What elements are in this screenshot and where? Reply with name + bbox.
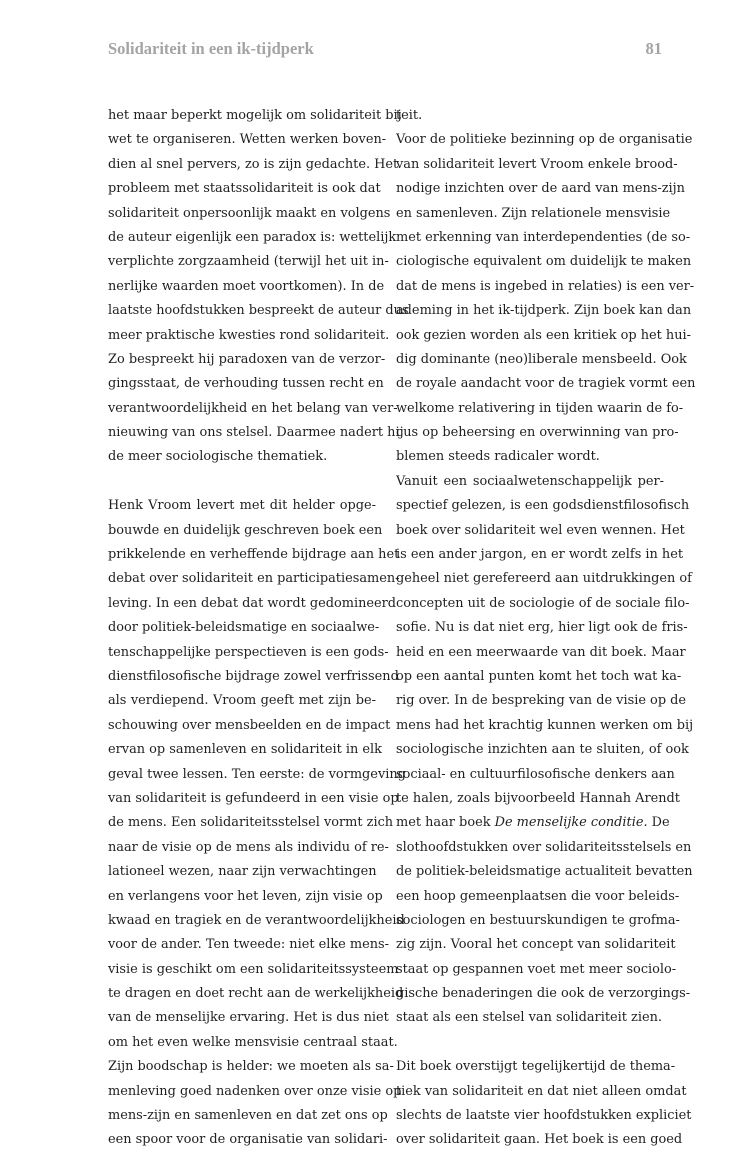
text-line: als verdiepend. Vroom geeft met zijn be- (108, 693, 376, 709)
text-line: nodige inzichten over de aard van mens-zijn (396, 181, 685, 197)
text-line: is een ander jargon, en er wordt zelfs in het (396, 547, 684, 563)
text-line: wet te organiseren. Wetten werken boven- (108, 132, 387, 148)
text-line: met erkenning van interdependenties (de so- (396, 229, 691, 245)
text-line: rig over. In de bespreking van de visie op de (396, 693, 687, 709)
text-line: schouwing over mensbeelden en de impact (108, 717, 391, 733)
paragraph-gap (396, 1031, 664, 1055)
paragraph (396, 1055, 692, 1153)
text-line: Zijn boodschap is helder: we moeten als sa- (108, 1059, 394, 1075)
text-line: op een aantal punten komt het toch wat ka- (396, 668, 682, 684)
text-line: laatste hoofdstukken bespreekt de auteur dus (108, 303, 409, 319)
text-line: slechts de laatste vier hoofdstukken expliciet (396, 1108, 692, 1124)
text-line: en samenleven. Zijn relationele mensvisie (396, 205, 671, 221)
text-line: lationeel wezen, naar zijn verwachtingen (108, 864, 377, 880)
text-line: geheel niet gerefereerd aan uitdrukkingen of (396, 571, 692, 587)
text-line: tiek van solidariteit en dat niet alleen omdat (396, 1083, 687, 1099)
right-column (396, 104, 696, 1153)
text-line: sofie. Nu is dat niet erg, hier ligt ook de fris- (396, 620, 688, 636)
text-line: dat de mens is ingebed in relaties) is een ver- (396, 278, 695, 294)
text-line: de mens. Een solidariteitsstelsel vormt zich (108, 815, 394, 831)
text-line: probleem met staatssolidariteit is ook dat (108, 181, 381, 197)
text-line: staat op gespannen voet met meer sociolo- (396, 961, 677, 977)
text-line: ervan op samenleven en solidariteit in elk (108, 742, 382, 758)
text-line: door politiek-beleidsmatige en sociaalwe- (108, 620, 380, 636)
paragraph (396, 104, 664, 128)
text-line: slothoofdstukken over solidariteitsstelsels en (396, 839, 692, 855)
text-line: mens had het krachtig kunnen werken om bij (396, 717, 694, 733)
paragraph (108, 104, 409, 470)
text-line: staat als een stelsel van solidariteit zien. (396, 1010, 662, 1026)
text-line: ciologische equivalent om duidelijk te maken (396, 254, 692, 270)
text-line: Voor de politieke bezinning op de organisatie (396, 132, 693, 148)
text-line: kwaad en tragiek en de verantwoordelijkheid (108, 912, 405, 928)
text-line: solidariteit onpersoonlijk maakt en volgens (108, 205, 391, 221)
text-line: Dit boek overstijgt tegelijkertijd de thema- (396, 1059, 676, 1075)
page-number: 81 (645, 39, 662, 58)
text-line: mens-zijn en samenleven en dat zet ons op (108, 1108, 388, 1124)
text-line: geval twee lessen. Ten eerste: de vormgeving (108, 766, 406, 782)
paragraph (396, 128, 696, 469)
left-column (108, 104, 409, 1153)
text-line: dig dominante (neo)liberale mensbeeld. Ook (396, 351, 687, 367)
text-line: teit. (396, 108, 423, 123)
text-line: Vanuit een sociaalwetenschappelijk per- (396, 473, 664, 489)
text-line: tenschappelijke perspectieven is een gods- (108, 644, 389, 660)
text-line: heid en een meerwaarde van dit boek. Maar (396, 644, 686, 660)
text-line: de auteur eigenlijk een paradox is: wettelijk (108, 229, 397, 245)
text-line: nieuwing van ons stelsel. Daarmee nadert hij (108, 425, 404, 441)
text-line: dien al snel pervers, zo is zijn gedachte. Het (108, 156, 399, 172)
text-line: verplichte zorgzaamheid (terwijl het uit in- (108, 254, 389, 270)
text-line: naar de visie op de mens als individu of re- (108, 839, 389, 855)
text-line: boek over solidariteit wel even wennen. Het (396, 522, 685, 538)
text-line: ademing in het ik-tijdperk. Zijn boek kan dan (396, 303, 692, 319)
running-title: Solidariteit in een ik-tijdperk (108, 39, 314, 58)
text-line: sociologen en bestuurskundigen te grofma- (396, 912, 680, 928)
text-line: de royale aandacht voor de tragiek vormt een (396, 376, 696, 392)
text-line: en verlangens voor het leven, zijn visie op (108, 888, 383, 904)
text-fragment: met haar boek (396, 815, 495, 831)
text-line: de politiek-beleidsmatige actualiteit bevatten (396, 864, 693, 880)
text-line: welkome relativering in tijden waarin de fo- (396, 400, 684, 416)
text-line: blemen steeds radicaler wordt. (396, 449, 600, 465)
text-line: te dragen en doet recht aan de werkelijkheid (108, 986, 404, 1002)
book-title: De menselijke conditie. (494, 815, 648, 831)
text-line: spectief gelezen, is een godsdienstfilosofisch (396, 498, 690, 514)
text-line: cus op beheersing en overwinning van pro- (396, 425, 679, 441)
running-header (108, 39, 662, 61)
text-line: de meer sociologische thematiek. (108, 449, 328, 465)
text-line: gische benaderingen die ook de verzorgings- (396, 986, 691, 1002)
text-line: concepten uit de sociologie of de sociale filo- (396, 595, 690, 611)
text-line: voor de ander. Ten tweede: niet elke mens- (108, 937, 390, 953)
text-line: prikkelende en verheffende bijdrage aan het (108, 547, 400, 563)
text-line: om het even welke mensvisie centraal staat. (108, 1034, 398, 1050)
text-line: over solidariteit gaan. Het boek is een goed (396, 1132, 683, 1148)
text-line: menleving goed nadenken over onze visie op (108, 1083, 402, 1099)
text-line: dienstfilosofische bijdrage zowel verfrissend (108, 668, 399, 684)
text-line: het maar beperkt mogelijk om solidariteit bij (108, 108, 402, 123)
text-line: van solidariteit is gefundeerd in een visie op (108, 790, 399, 806)
text-line: van de menselijke ervaring. Het is dus niet (108, 1010, 389, 1026)
paragraph-gap (108, 470, 376, 494)
text-line: een hoop gemeenplaatsen die voor beleids- (396, 888, 680, 904)
text-line: te halen, zoals bijvoorbeeld Hannah Arendt (396, 790, 680, 806)
text-line: meer praktische kwesties rond solidariteit. (108, 327, 390, 343)
text-line: gingsstaat, de verhouding tussen recht en (108, 376, 384, 392)
text-line: een spoor voor de organisatie van solidari- (108, 1132, 388, 1148)
paragraph (396, 470, 694, 1031)
paragraph (108, 494, 406, 1153)
text-line: van solidariteit levert Vroom enkele brood- (396, 156, 678, 172)
text-line: debat over solidariteit en participatiesamen- (108, 571, 400, 587)
text-line: sociaal- en cultuurfilosofische denkers aan (396, 766, 675, 782)
text-line: leving. In een debat dat wordt gedomineerd (108, 595, 397, 611)
text-fragment: De (647, 815, 670, 831)
text-line: ook gezien worden als een kritiek op het hui- (396, 327, 692, 343)
text-line: verantwoordelijkheid en het belang van ver- (108, 400, 398, 416)
text-line: nerlijke waarden moet voortkomen). In de (108, 278, 385, 294)
text-line: sociologische inzichten aan te sluiten, of ook (396, 742, 689, 758)
text-line-with-book-title (396, 811, 670, 835)
text-line: bouwde en duidelijk geschreven boek een (108, 522, 383, 538)
text-line: Zo bespreekt hij paradoxen van de verzor- (108, 351, 386, 367)
text-line: Henk Vroom levert met dit helder opge- (108, 498, 376, 514)
text-line: visie is geschikt om een solidariteitssysteem (108, 961, 399, 977)
text-line: zig zijn. Vooral het concept van solidariteit (396, 937, 676, 953)
